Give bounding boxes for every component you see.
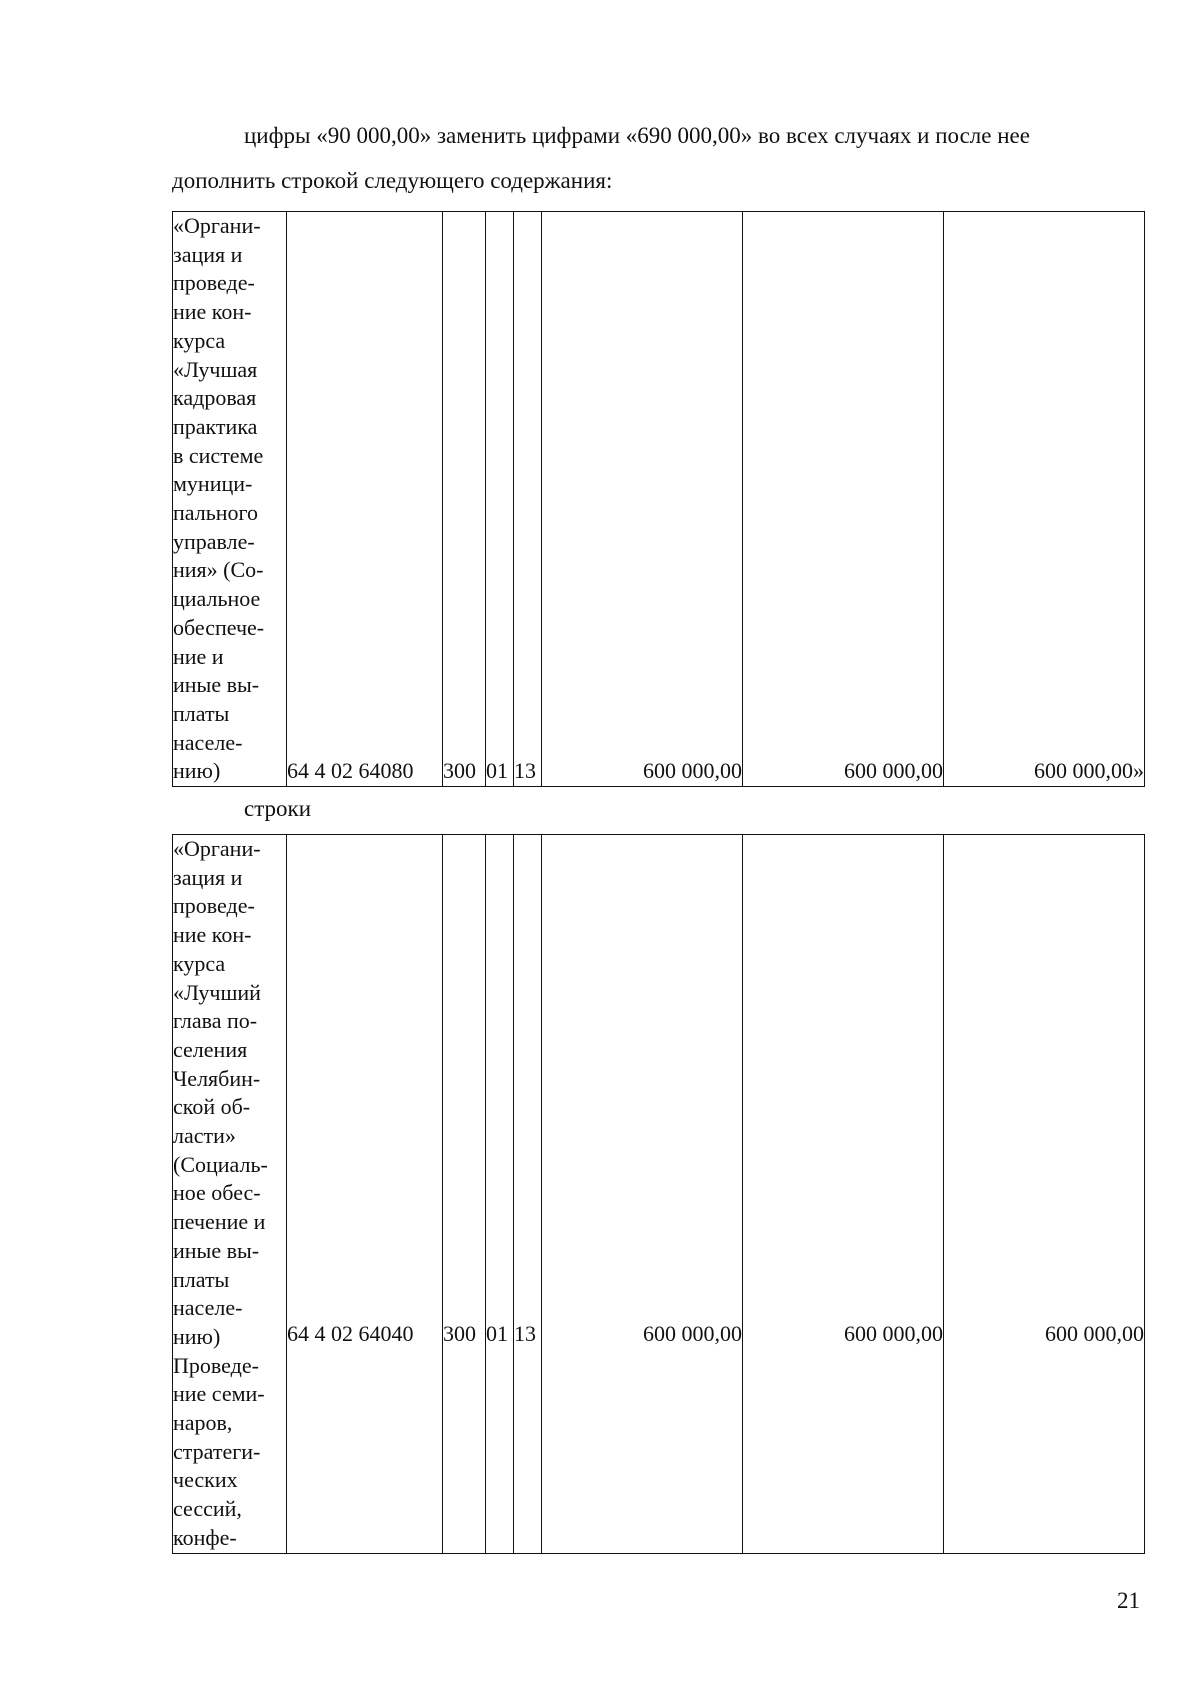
description-line: (Социаль- (173, 1151, 268, 1177)
description-line: практика (173, 413, 258, 439)
description-line: «Органи- (173, 213, 261, 238)
description-line: «Органи- (173, 836, 261, 861)
description-line: ное обес- (173, 1180, 261, 1206)
table-row (173, 212, 1145, 787)
description-line: ния» (Со- (173, 557, 264, 583)
description-line: проведе- (173, 270, 255, 296)
between-text: строки (244, 796, 312, 821)
amount-year-1: 600 000,00 (542, 835, 743, 1554)
description-line: печение и (173, 1209, 266, 1235)
description-line: ской об- (173, 1094, 251, 1120)
target-article-code: 64 4 02 64080 (287, 212, 443, 787)
description-line: ние семи- (173, 1381, 265, 1407)
description-line: наров, (173, 1410, 233, 1436)
description-line: ческих (173, 1467, 238, 1493)
description-line: зация и (173, 864, 243, 890)
description-line: ние кон- (173, 922, 252, 948)
intro-line-2: дополнить строкой следующего содержания: (172, 168, 613, 193)
description-line: нию) (173, 758, 221, 784)
description-line: кадровая (173, 385, 257, 411)
description-text (173, 212, 286, 786)
amount-year-2: 600 000,00 (743, 835, 944, 1554)
section-code: 01 (486, 212, 514, 787)
description-text (173, 835, 286, 1553)
description-line: проведе- (173, 893, 255, 919)
budget-table-old-row (172, 834, 1145, 1554)
description-line: платы (173, 700, 230, 726)
description-line: конфе- (173, 1524, 237, 1550)
description-cell (173, 835, 287, 1554)
description-line: пального (173, 500, 258, 526)
description-line: сессий, (173, 1496, 242, 1522)
amount-year-3: 600 000,00» (944, 212, 1145, 787)
description-line: Челябин- (173, 1065, 261, 1091)
description-line: муници- (173, 471, 253, 497)
description-line: зация и (173, 241, 243, 267)
description-line: «Лучшая (173, 356, 258, 382)
expense-type-code: 300 (443, 212, 486, 787)
description-line: населе- (173, 729, 243, 755)
description-line: «Лучший (173, 979, 261, 1005)
expense-type-code: 300 (443, 835, 486, 1554)
description-line: курса (173, 950, 226, 976)
description-line: в системе (173, 442, 264, 468)
table-row (173, 835, 1145, 1554)
description-line: ние и (173, 643, 224, 669)
description-line: глава по- (173, 1008, 258, 1034)
intro-line-1: цифры «90 000,00» заменить цифрами «690 000,00» во всех случаях и после нее (244, 123, 1030, 148)
description-line: обеспече- (173, 614, 265, 640)
description-line: курса (173, 327, 226, 353)
description-line: селения (173, 1036, 248, 1062)
target-article-code: 64 4 02 64040 (287, 835, 443, 1554)
description-line: иные вы- (173, 1237, 260, 1263)
description-line: управле- (173, 528, 255, 554)
budget-table-new-row (172, 211, 1145, 787)
description-line: ние кон- (173, 299, 252, 325)
amount-year-3: 600 000,00 (944, 835, 1145, 1554)
description-line: платы (173, 1266, 230, 1292)
amount-year-2: 600 000,00 (743, 212, 944, 787)
description-line: населе- (173, 1295, 243, 1321)
subsection-code: 13 (514, 212, 542, 787)
description-line: иные вы- (173, 672, 260, 698)
subsection-code: 13 (514, 835, 542, 1554)
description-line: стратеги- (173, 1438, 261, 1464)
description-cell (173, 212, 287, 787)
page-number: 21 (1117, 1588, 1140, 1613)
section-code: 01 (486, 835, 514, 1554)
description-line: нию) (173, 1323, 221, 1349)
description-line: циальное (173, 586, 261, 612)
description-line: ласти» (173, 1123, 236, 1149)
description-line: Проведе- (173, 1352, 259, 1378)
amount-year-1: 600 000,00 (542, 212, 743, 787)
